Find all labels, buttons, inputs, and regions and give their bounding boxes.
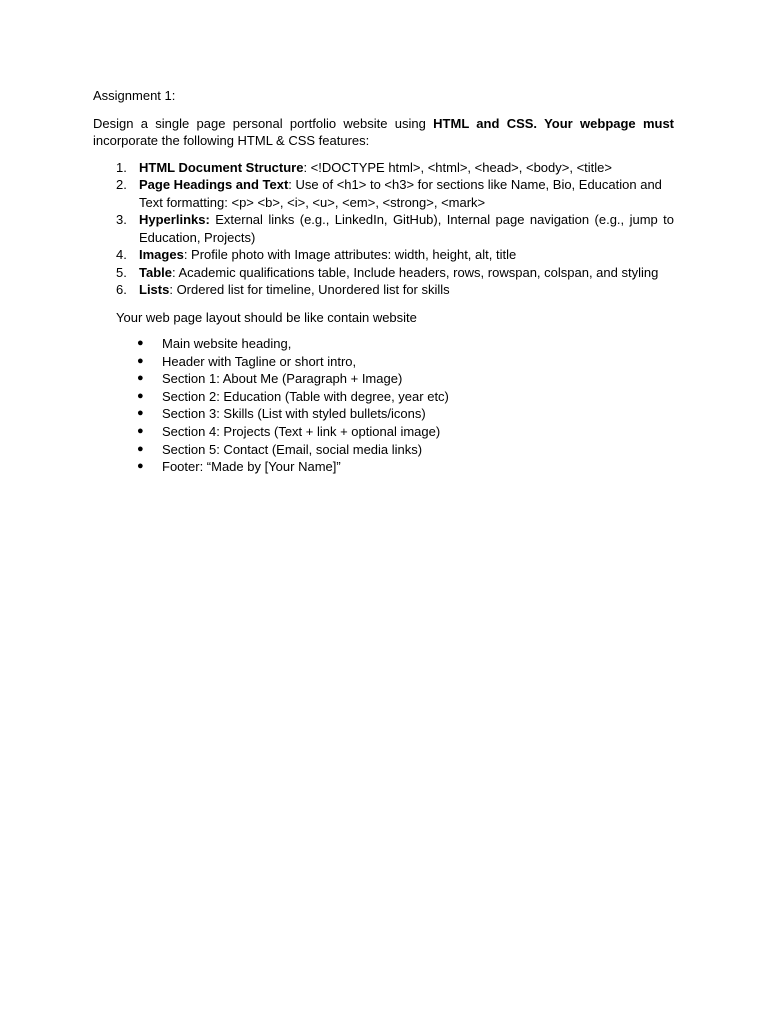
feature-number: 1. [116, 159, 127, 175]
feature-number: 5. [116, 264, 127, 280]
layout-item [93, 353, 674, 371]
feature-title: HTML Document Structure [139, 159, 304, 175]
feature-text: : Use of <h1> to <h3> for sections like Name, Bio, Education and Text formatting: <p> <b>, <i>, <u>, <em>, <strong>, <mark> [139, 177, 662, 210]
layout-item [93, 335, 674, 353]
feature-title: Hyperlinks: [139, 212, 210, 227]
feature-title: Lists [139, 282, 170, 297]
intro-paragraph [93, 115, 674, 150]
feature-title: Page Headings and Text [139, 177, 289, 192]
layout-item [93, 405, 674, 423]
feature-item [93, 264, 674, 282]
document-page [93, 87, 674, 476]
feature-number: 4. [116, 247, 127, 262]
feature-item [93, 211, 674, 246]
layout-intro: Your web page layout should be like contain website [116, 309, 417, 325]
layout-item-text: Main website heading, [162, 336, 292, 351]
layout-item [93, 388, 674, 406]
layout-item-text: Section 2: Education (Table with degree, year etc) [162, 388, 449, 404]
bullet-icon: ● [137, 389, 144, 402]
layout-item-text: Section 5: Contact (Email, social media links) [162, 441, 423, 457]
feature-title: Table [139, 264, 172, 280]
feature-item [93, 246, 674, 264]
feature-text: : <!DOCTYPE html>, <html>, <head>, <body>, <title> [303, 159, 612, 175]
bullet-icon: ● [137, 407, 144, 420]
layout-item [93, 458, 674, 476]
feature-number: 3. [116, 212, 127, 227]
layout-item [93, 423, 674, 441]
feature-number: 6. [116, 282, 127, 297]
feature-text: : Profile photo with Image attributes: width, height, alt, title [183, 247, 517, 262]
feature-text: : Ordered list for timeline, Unordered list for skills [169, 282, 450, 297]
bullet-icon: ● [137, 442, 144, 455]
intro-text-after: incorporate the following HTML & CSS features: [93, 133, 370, 148]
feature-text: External links (e.g., LinkedIn, GitHub), Internal page navigation (e.g., jump to Education, Projects) [139, 212, 674, 245]
intro-text-before: Design a single page personal portfolio website using [93, 115, 434, 131]
layout-item-text: Section 1: About Me (Paragraph + Image) [162, 371, 403, 387]
layout-item [93, 441, 674, 459]
layout-item-text: Header with Tagline or short intro, [162, 353, 357, 369]
layout-list [93, 335, 674, 476]
layout-item-text: Footer: “Made by [Your Name]” [162, 459, 341, 475]
intro-bold-text: HTML and CSS. Your webpage must [433, 115, 675, 131]
bullet-icon: ● [137, 372, 144, 385]
layout-item-text: Section 4: Projects (Text + link + optional image) [162, 423, 441, 439]
bullet-icon: ● [137, 424, 144, 437]
features-list [93, 159, 674, 299]
feature-title: Images [139, 247, 184, 262]
bullet-icon: ● [137, 460, 144, 473]
feature-number: 2. [116, 177, 127, 192]
feature-item [93, 176, 674, 211]
layout-item [93, 370, 674, 388]
layout-item-text: Section 3: Skills (List with styled bullets/icons) [162, 406, 426, 422]
bullet-icon: ● [137, 337, 144, 349]
bullet-icon: ● [137, 354, 144, 367]
feature-item [93, 281, 674, 299]
feature-item [93, 159, 674, 177]
feature-text: : Academic qualifications table, Include headers, rows, rowspan, colspan, and styling [172, 264, 659, 280]
assignment-title: Assignment 1: [93, 88, 176, 103]
